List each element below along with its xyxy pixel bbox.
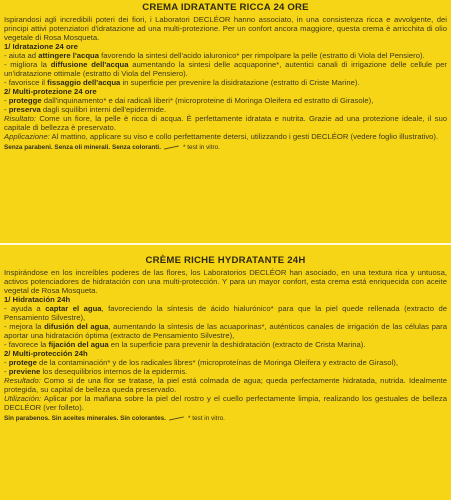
french-s2-item-a [4, 358, 447, 367]
italian-body [0, 13, 451, 152]
text: Aplicar por la mañana sobre la piel del rostro y el cuello perfectamente limpia, realizando los gestuales de belleza DECLÉOR (ver folleto). [4, 394, 447, 412]
highlight: diffusione dell'acqua [50, 60, 129, 69]
text: dagli squilibri interni dell'epidermide. [40, 105, 167, 114]
french-title: CRÈME RICHE HYDRATANTE 24H [145, 255, 306, 266]
highlight: captar el agua [45, 304, 102, 313]
french-s1-item-a [4, 304, 447, 322]
french-s2-item-b [4, 367, 447, 376]
text: - favorece la [4, 340, 49, 349]
highlight: attingere l'acqua [38, 51, 99, 60]
italian-result [4, 114, 447, 132]
italian-s1-item-a [4, 51, 447, 60]
french-panel [0, 245, 451, 500]
french-footer [4, 415, 447, 423]
french-intro: Inspirándose en los increíbles poderes de las flores, los Laboratorios DECLÉOR han asociado, en una textura rica y untuosa, activos potenciadores de hidratación con una multi-protección. Y para un mayor confort, esta crema está enriquecida con aceite vegetal de Rosa Mosqueta. [4, 268, 447, 295]
footer-claims: Sin parabenos. Sin aceites minerales. Sin colorantes. [4, 415, 166, 422]
french-s1-item-c [4, 340, 447, 349]
apply-label: Utilización: [4, 394, 42, 403]
text: - ayuda a [4, 304, 46, 313]
highlight: protege [8, 358, 37, 367]
dash-mark-icon [163, 144, 181, 150]
footer-claims: Senza parabeni. Senza oli minerali. Senza coloranti. [4, 144, 161, 151]
highlight: previene [8, 367, 41, 376]
french-body [0, 266, 451, 423]
text: Como si de una flor se tratase, la piel está colmada de agua; queda perfectamente hidratada, nutrida. Idealmente protegida, su capital de belleza queda preservado. [4, 376, 447, 394]
apply-label: Applicazione: [4, 132, 50, 141]
text: aumentando la sintesi delle acquaporine*, autentici canali di irrigazione delle cellule per un'idratazione ottimale (estratto di Viola del Pensiero). [4, 60, 447, 78]
text: - aiuta ad [4, 51, 39, 60]
french-result [4, 376, 447, 394]
italian-application [4, 132, 447, 141]
french-section2-title: 2/ Multi-protección 24h [4, 349, 88, 358]
italian-title: CREMA IDRATANTE RICCA 24 ORE [142, 2, 309, 13]
highlight: protegge [8, 96, 42, 105]
result-label: Resultado: [4, 376, 41, 385]
italian-s1-item-b [4, 60, 447, 78]
result-label: Risultato: [4, 114, 37, 123]
highlight: fissaggio dell'acqua [47, 78, 121, 87]
italian-intro: Ispirandosi agli incredibili poteri dei fiori, i Laboratori DECLÉOR hanno associato, in una consistenza ricca e avvolgente, dei principi attivi potenziatori d'idratazione ad una multi-protezione. Per un confort ancora maggiore, questa crema è arricchita di olio vegetale di Rosa Mosqueta. [4, 15, 447, 42]
text: de la contaminación* y de los radicales libres* (microproteínas de Moringa Oleifera y extracto de Girasol), [36, 358, 398, 367]
highlight: fijación del agua [48, 340, 109, 349]
text: - [4, 367, 9, 376]
text: in superficie per prevenire la disidratazione (estratto di Criste Marine). [120, 78, 360, 87]
text: dall'inquinamento* e dai radicali liberi* (microproteine di Moringa Oleifera ed estratto di Girasole), [41, 96, 374, 105]
french-section1-title: 1/ Hidratación 24h [4, 295, 71, 304]
dash-mark-icon [168, 415, 186, 421]
italian-s2-item-b [4, 105, 447, 114]
text: Al mattino, applicare su viso e collo perfettamente detersi, utilizzando i gesti DECLÉOR (vedere foglio illustrativo). [49, 132, 439, 141]
italian-s1-item-c [4, 78, 447, 87]
text: favorendo la sintesi dell'acido ialuronico* per rimpolpare la pelle (estratto di Viola del Pensiero). [99, 51, 425, 60]
italian-s2-item-a [4, 96, 447, 105]
highlight: preserva [8, 105, 41, 114]
text: , aumentando la síntesis de las acuaporinas*, auténticos canales de irrigación de las células para aportar una hidratación óptima (extracto de Pensamiento Silvestre), [4, 322, 447, 340]
text: - [4, 96, 9, 105]
text: Come un fiore, la pelle è ricca di acqua. È perfettamente idratata e nutrita. Grazie ad una protezione ideale, il suo capitale di bellezza è preservato. [4, 114, 447, 132]
text: los desequilibrios internos de la epidermis. [40, 367, 188, 376]
french-application [4, 394, 447, 412]
text: - [4, 105, 9, 114]
highlight: difusión del agua [44, 322, 109, 331]
footer-note: * test in vitro. [187, 415, 225, 422]
text: - mejora la [4, 322, 45, 331]
text: - favorisce il [4, 78, 48, 87]
text: - migliora la [4, 60, 51, 69]
footer-note: * test in vitro. [182, 144, 220, 151]
french-s1-item-b [4, 322, 447, 340]
text: , favoreciendo la síntesis de ácido hialurónico* para que la piel quede rellenada (extracto de Pensamiento Silvestre), [4, 304, 447, 322]
italian-section2-title: 2/ Multi-protezione 24 ore [4, 87, 97, 96]
italian-section1-title: 1/ Idratazione 24 ore [4, 42, 78, 51]
text: - [4, 358, 9, 367]
text: en la superficie para prevenir la deshidratación (extracto de Crista Marina). [108, 340, 366, 349]
italian-panel [0, 0, 451, 243]
italian-footer [4, 144, 447, 152]
